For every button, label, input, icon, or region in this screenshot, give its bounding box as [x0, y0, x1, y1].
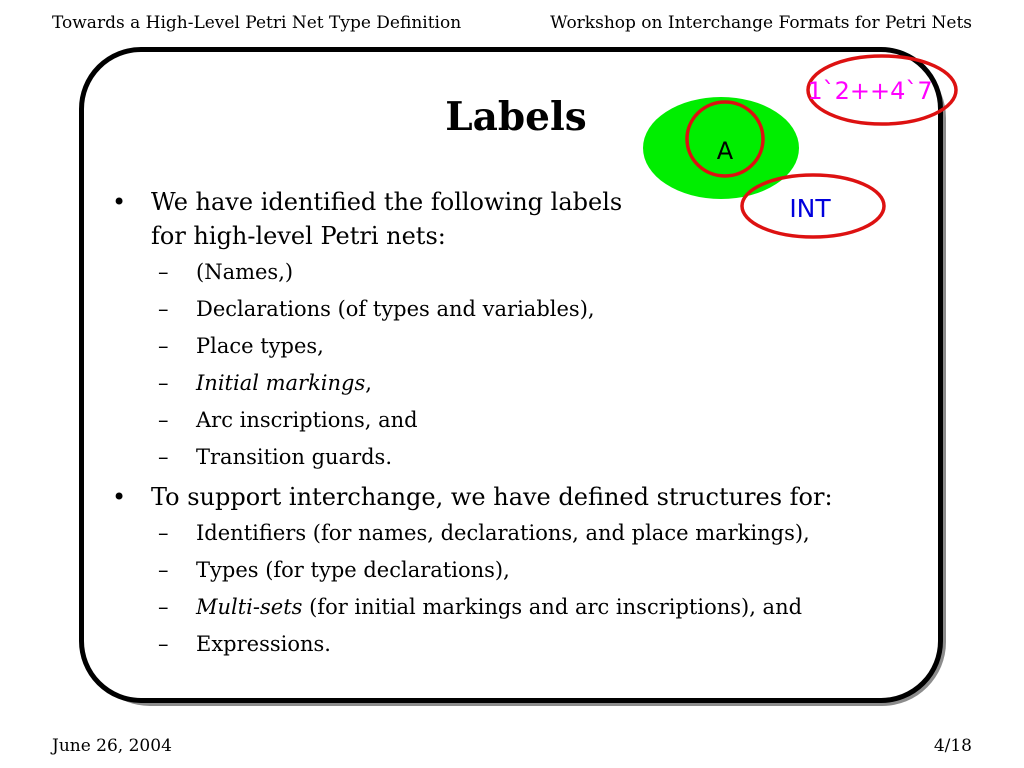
footer-date: June 26, 2004	[52, 736, 172, 756]
sub-item	[151, 626, 882, 663]
sub-item-text: Identifiers (for names, declarations, and place markings),	[196, 521, 810, 545]
dash-marker: –	[158, 558, 169, 582]
bullet-list	[112, 185, 882, 667]
header-title: Towards a High-Level Petri Net Type Definition	[52, 13, 462, 33]
sub-item-text: Transition guards.	[196, 445, 393, 469]
sub-item	[151, 439, 882, 476]
bullet-text: for high-level Petri nets:	[151, 222, 446, 250]
dash-marker: –	[158, 260, 169, 284]
sub-item-text: Types (for type declarations),	[196, 558, 510, 582]
dash-marker: –	[158, 297, 169, 321]
sub-item	[151, 328, 882, 365]
bullet-text: To support interchange, we have defined structures for:	[151, 483, 833, 511]
sub-item-text: ,	[365, 371, 372, 395]
place-type-label: INT	[789, 194, 831, 223]
slide-title: Labels	[445, 94, 587, 140]
bullet-marker: •	[112, 188, 127, 216]
dash-marker: –	[158, 595, 169, 619]
sub-item	[151, 291, 882, 328]
header-event: Workshop on Interchange Formats for Petri Nets	[550, 13, 972, 33]
dash-marker: –	[158, 334, 169, 358]
petri-net-place-diagram	[636, 54, 966, 254]
sub-item	[151, 365, 882, 402]
initial-marking-label: 1`2++4`7	[807, 77, 933, 105]
page-number: 4/18	[933, 736, 972, 756]
bullet-text: We have identified the following labels	[151, 188, 623, 216]
sub-item-emphasis: Multi-sets	[196, 595, 303, 619]
sub-list	[151, 515, 882, 663]
sub-item	[151, 552, 882, 589]
sub-item	[151, 589, 882, 626]
sub-item	[151, 515, 882, 552]
sub-item-text: Place types,	[196, 334, 324, 358]
dash-marker: –	[158, 632, 169, 656]
dash-marker: –	[158, 521, 169, 545]
sub-item-text: Expressions.	[196, 632, 331, 656]
sub-item-text: Arc inscriptions, and	[196, 408, 418, 432]
sub-item	[151, 254, 882, 291]
dash-marker: –	[158, 371, 169, 395]
sub-item-text: (Names,)	[196, 260, 294, 284]
sub-item	[151, 402, 882, 439]
sub-item-text: Declarations (of types and variables),	[196, 297, 595, 321]
sub-item-text: (for initial markings and arc inscriptions), and	[302, 595, 803, 619]
bullet-item	[112, 480, 882, 663]
sub-item-emphasis: Initial markings	[196, 371, 366, 395]
dash-marker: –	[158, 445, 169, 469]
place-name-label: A	[716, 137, 734, 165]
sub-list	[151, 254, 882, 476]
bullet-marker: •	[112, 483, 127, 511]
dash-marker: –	[158, 408, 169, 432]
